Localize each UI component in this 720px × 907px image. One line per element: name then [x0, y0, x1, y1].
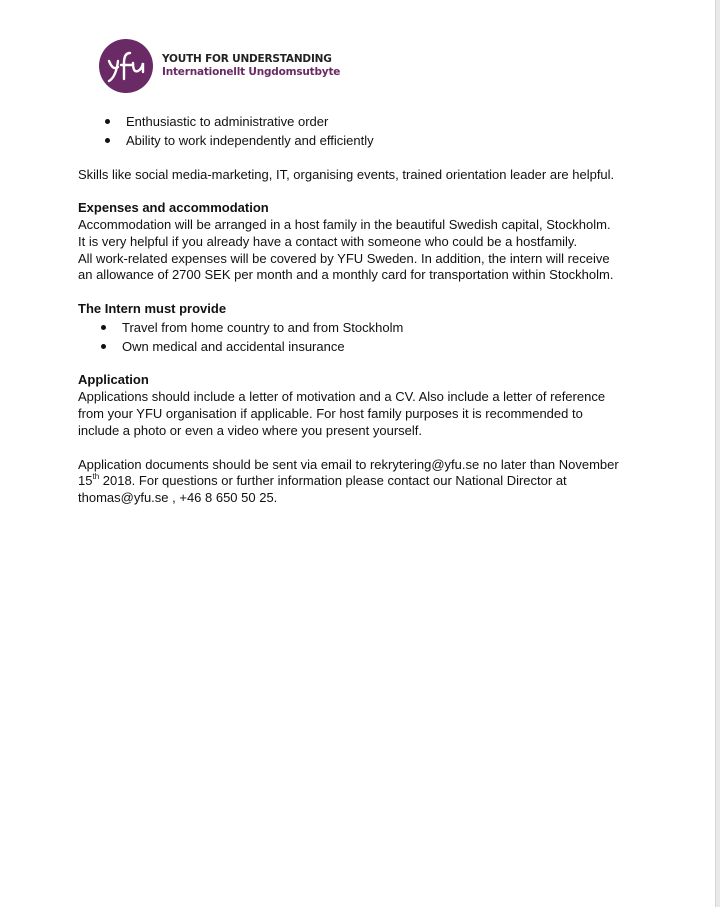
expenses-heading: Expenses and accommodation	[78, 200, 269, 215]
intern-provide-heading: The Intern must provide	[78, 301, 227, 316]
contact-line: thomas@yfu.se , +46 8 650 50 25.	[78, 490, 278, 505]
application-line: include a photo or even a video where you present yourself.	[78, 423, 422, 438]
bullet-dot	[101, 325, 106, 330]
skills-paragraph: Skills like social media-marketing, IT, organising events, trained orientation leader are helpful.	[78, 167, 615, 182]
yfu-logo	[99, 39, 153, 93]
bullet-dot	[101, 344, 106, 349]
list-item: Own medical and accidental insurance	[122, 339, 345, 354]
expenses-line: an allowance of 2700 SEK per month and a monthly card for transportation within Stockholm.	[78, 267, 614, 282]
application-send-line	[78, 472, 567, 489]
expenses-line: Accommodation will be arranged in a host family in the beautiful Swedish capital, Stockholm.	[78, 217, 611, 232]
date-day: 15	[78, 473, 93, 488]
application-heading: Application	[78, 372, 149, 387]
application-line: Applications should include a letter of motivation and a CV. Also include a letter of reference	[78, 389, 606, 404]
bullet-dot	[105, 138, 110, 143]
org-name: YOUTH FOR UNDERSTANDING	[162, 53, 332, 65]
org-subtitle: Internationellt Ungdomsutbyte	[162, 66, 341, 78]
list-item: Ability to work independently and efficiently	[126, 133, 374, 148]
date-suffix: th	[92, 471, 100, 481]
list-item: Travel from home country to and from Stockholm	[122, 320, 404, 335]
bullet-dot	[105, 119, 110, 124]
application-send-line: Application documents should be sent via email to rekrytering@yfu.se no later than November	[78, 457, 619, 472]
yfu-logo-mark	[99, 39, 153, 93]
expenses-line: It is very helpful if you already have a contact with someone who could be a hostfamily.	[78, 234, 578, 249]
list-item: Enthusiastic to administrative order	[126, 114, 329, 129]
window-edge	[715, 0, 720, 907]
send-line-rest: 2018. For questions or further information please contact our National Director at	[99, 473, 567, 488]
expenses-line: All work-related expenses will be covered by YFU Sweden. In addition, the intern will receive	[78, 251, 610, 266]
application-line: from your YFU organisation if applicable. For host family purposes it is recommended to	[78, 406, 583, 421]
